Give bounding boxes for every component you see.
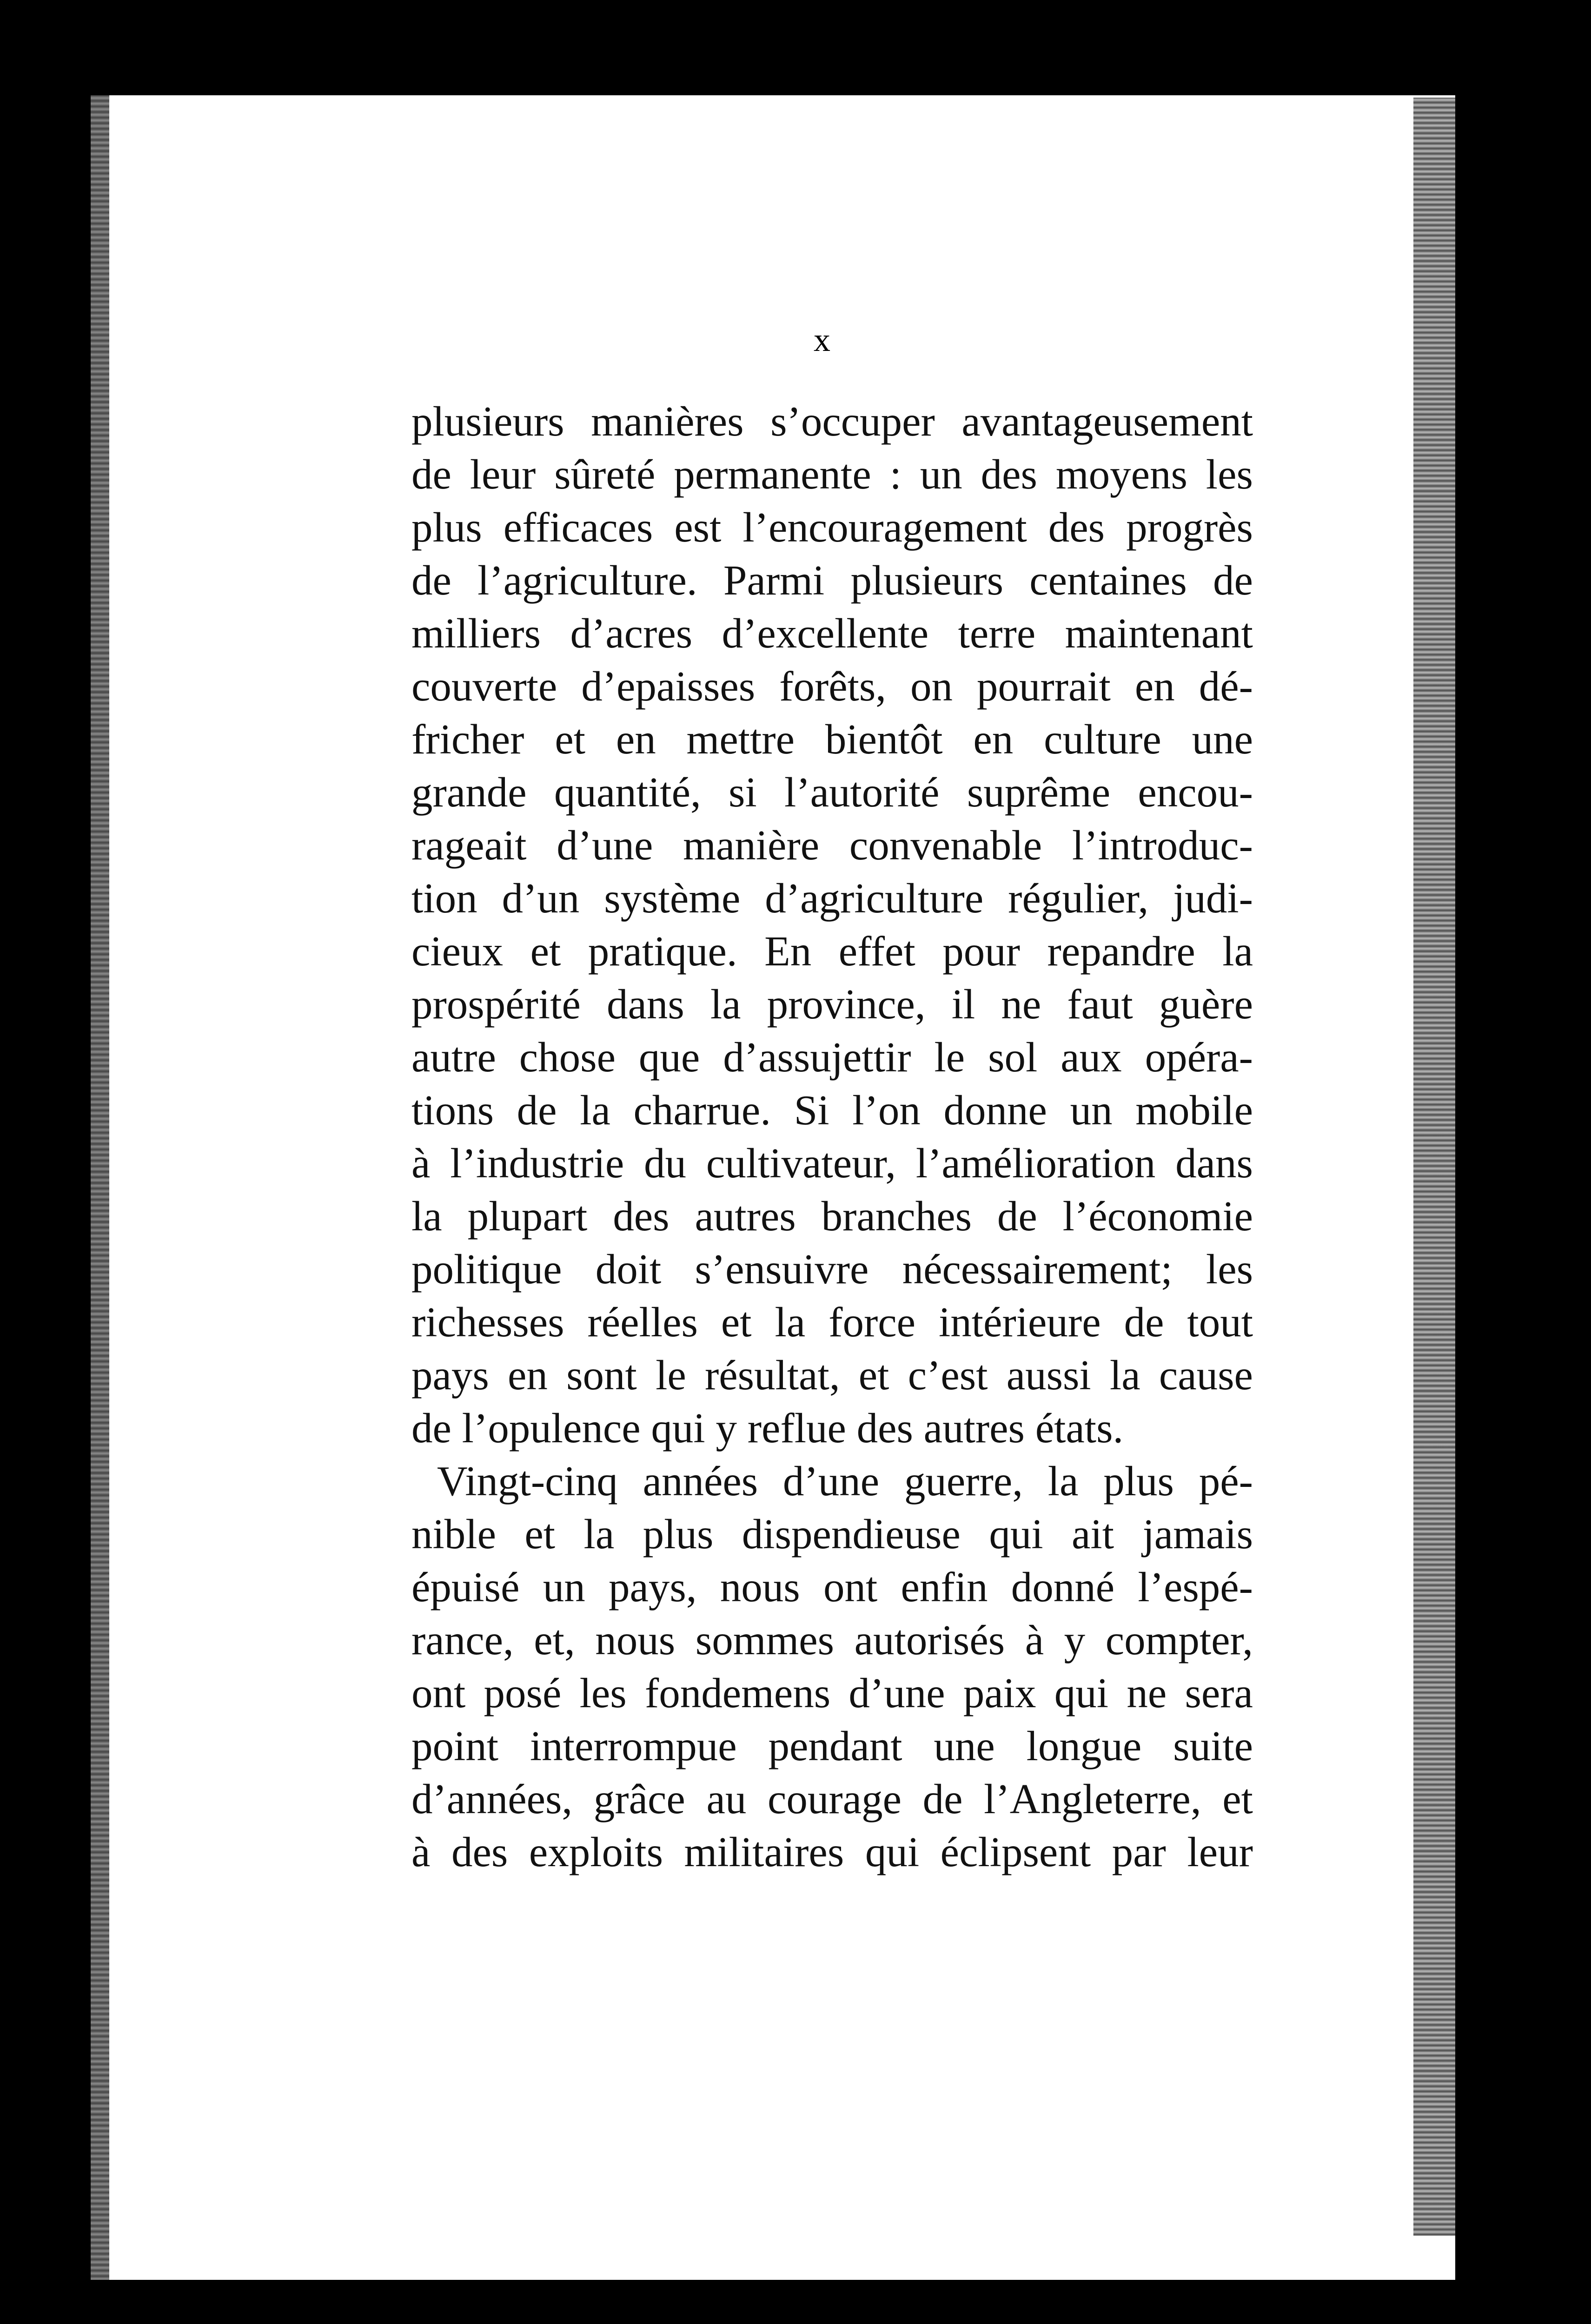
text-line: point interrompue pendant une longue suite (411, 1723, 1253, 1769)
text-line: la plupart des autres branches de l’économie (411, 1193, 1253, 1240)
text-line: nible et la plus dispendieuse qui ait jamais (411, 1511, 1253, 1558)
text-line: pays en sont le résultat, et c’est aussi la cause (411, 1352, 1253, 1399)
text-line: ont posé les fondemens d’une paix qui ne sera (411, 1670, 1253, 1717)
text-line: à des exploits militaires qui éclipsent par leur (411, 1829, 1253, 1875)
text-line: à l’industrie du cultivateur, l’amélioration dans (411, 1140, 1253, 1187)
text-line: Vingt-cinq années d’une guerre, la plus pé- (437, 1458, 1253, 1505)
text-line: prospérité dans la province, il ne faut guère (411, 981, 1253, 1028)
text-line: de l’agriculture. Parmi plusieurs centaines de (411, 557, 1253, 604)
text-line: d’années, grâce au courage de l’Angleterre, et (411, 1776, 1253, 1822)
text-line: autre chose que d’assujettir le sol aux opéra- (411, 1034, 1253, 1081)
page-number: x (814, 321, 830, 358)
page-edge-strip (1413, 98, 1455, 2236)
text-line: épuisé un pays, nous ont enfin donné l’espé- (411, 1564, 1253, 1611)
text-line: milliers d’acres d’excellente terre maintenant (411, 610, 1253, 657)
body-text (411, 395, 1253, 1879)
text-line: richesses réelles et la force intérieure de tout (411, 1299, 1253, 1346)
text-line: plus efficaces est l’encouragement des progrès (411, 504, 1253, 551)
text-line: de leur sûreté permanente : un des moyens les (411, 451, 1253, 498)
text-line: de l’opulence qui y reflue des autres états. (411, 1405, 1124, 1452)
text-line: couverte d’epaisses forêts, on pourrait en dé- (411, 663, 1253, 710)
page-gutter-edge (91, 95, 109, 2280)
text-line: grande quantité, si l’autorité suprême encou- (411, 769, 1253, 816)
text-line: tion d’un système d’agriculture régulier, judi- (411, 875, 1253, 922)
text-line: politique doit s’ensuivre nécessairement; les (411, 1246, 1253, 1293)
text-line: rance, et, nous sommes autorisés à y compter, (411, 1617, 1253, 1664)
text-line: fricher et en mettre bientôt en culture une (411, 716, 1253, 763)
text-line: tions de la charrue. Si l’on donne un mobile (411, 1087, 1253, 1134)
text-line: cieux et pratique. En effet pour repandre la (411, 928, 1253, 975)
text-line: rageait d’une manière convenable l’introduc- (411, 822, 1253, 869)
text-line: plusieurs manières s’occuper avantageusement (411, 398, 1253, 445)
